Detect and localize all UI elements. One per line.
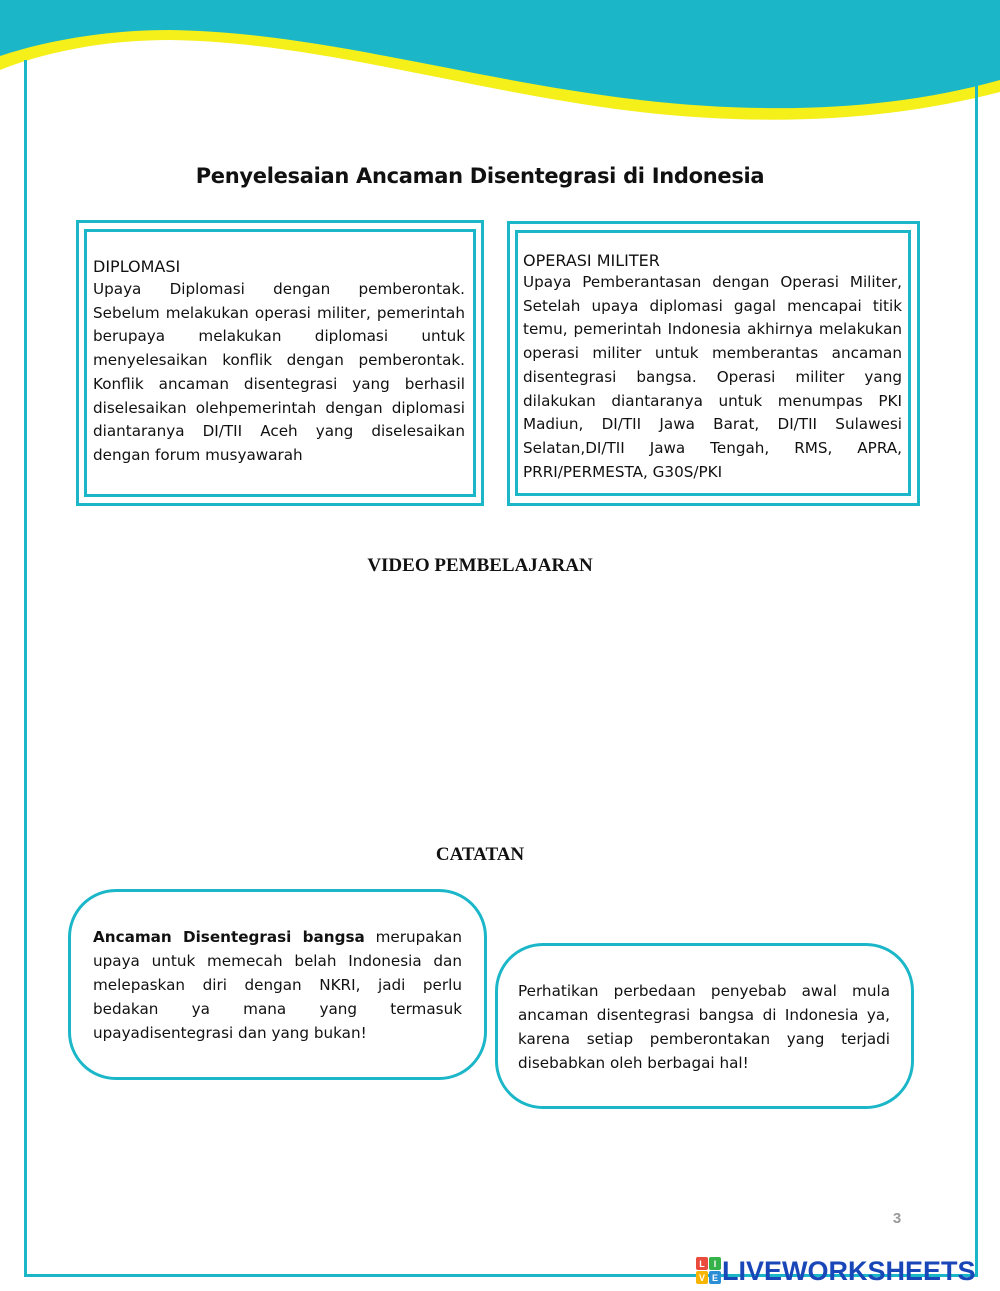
operasi-militer-content — [523, 250, 902, 484]
page-number: 3 — [892, 1210, 902, 1227]
diplomasi-content — [93, 256, 465, 468]
page-title: Penyelesaian Ancaman Disentegrasi di Indonesia — [195, 164, 765, 188]
diplomasi-body: Upaya Diplomasi dengan pemberontak. Sebelum melakukan operasi militer, pemerintah berupaya melakukan diplomasi untuk menyelesaikan konflik dengan pemberontak. Konflik ancaman disentegrasi yang berhasil diselesaikan olehpemerintah dengan diplomasi diantaranya DI/TII Aceh yang diselesaikan dengan forum musyawarah — [93, 280, 465, 464]
liveworksheets-logo-text: LIVEWORKSHEETS — [722, 1255, 976, 1286]
operasi-militer-heading: OPERASI MILITER — [523, 251, 660, 270]
video-heading: VIDEO PEMBELAJARAN — [367, 555, 593, 576]
logo-letter-i: I — [713, 1259, 717, 1269]
logo-letter-e: E — [711, 1273, 719, 1283]
note-left-rest: merupakan upaya untuk memecah belah Indonesia dan melepaskan diri dengan NKRI, jadi perlu bedakan ya mana yang termasuk upayadisentegrasi dan yang bukan! — [93, 928, 462, 1042]
note-left-text — [93, 925, 462, 1045]
note-left-bold-lead: Ancaman Disentegrasi bangsa — [93, 928, 365, 946]
liveworksheets-logo-icon — [696, 1257, 722, 1285]
liveworksheets-logo — [696, 1254, 976, 1288]
diplomasi-heading: DIPLOMASI — [93, 257, 181, 276]
logo-letter-l: L — [699, 1259, 705, 1269]
logo-letter-v: V — [698, 1273, 706, 1283]
note-right-text: Perhatikan perbedaan penyebab awal mula ancaman disentegrasi bangsa di Indonesia ya, karena setiap pemberontakan yang terjadi disebabkan oleh berbagai hal! — [518, 982, 890, 1072]
operasi-militer-body: Upaya Pemberantasan dengan Operasi Militer, Setelah upaya diplomasi gagal mencapai titik temu, pemerintah Indonesia akhirnya melakukan operasi militer untuk memberantas ancaman disentegrasi bangsa. Operasi militer yang dilakukan diantaranya untuk menumpas PKI Madiun, DI/TII Jawa Barat, DI/TII Sulawesi Selatan,DI/TII Jawa Tengah, RMS, APRA, PRRI/PERMESTA, G30S/PKI — [523, 273, 902, 481]
catatan-heading: CATATAN — [435, 844, 525, 865]
